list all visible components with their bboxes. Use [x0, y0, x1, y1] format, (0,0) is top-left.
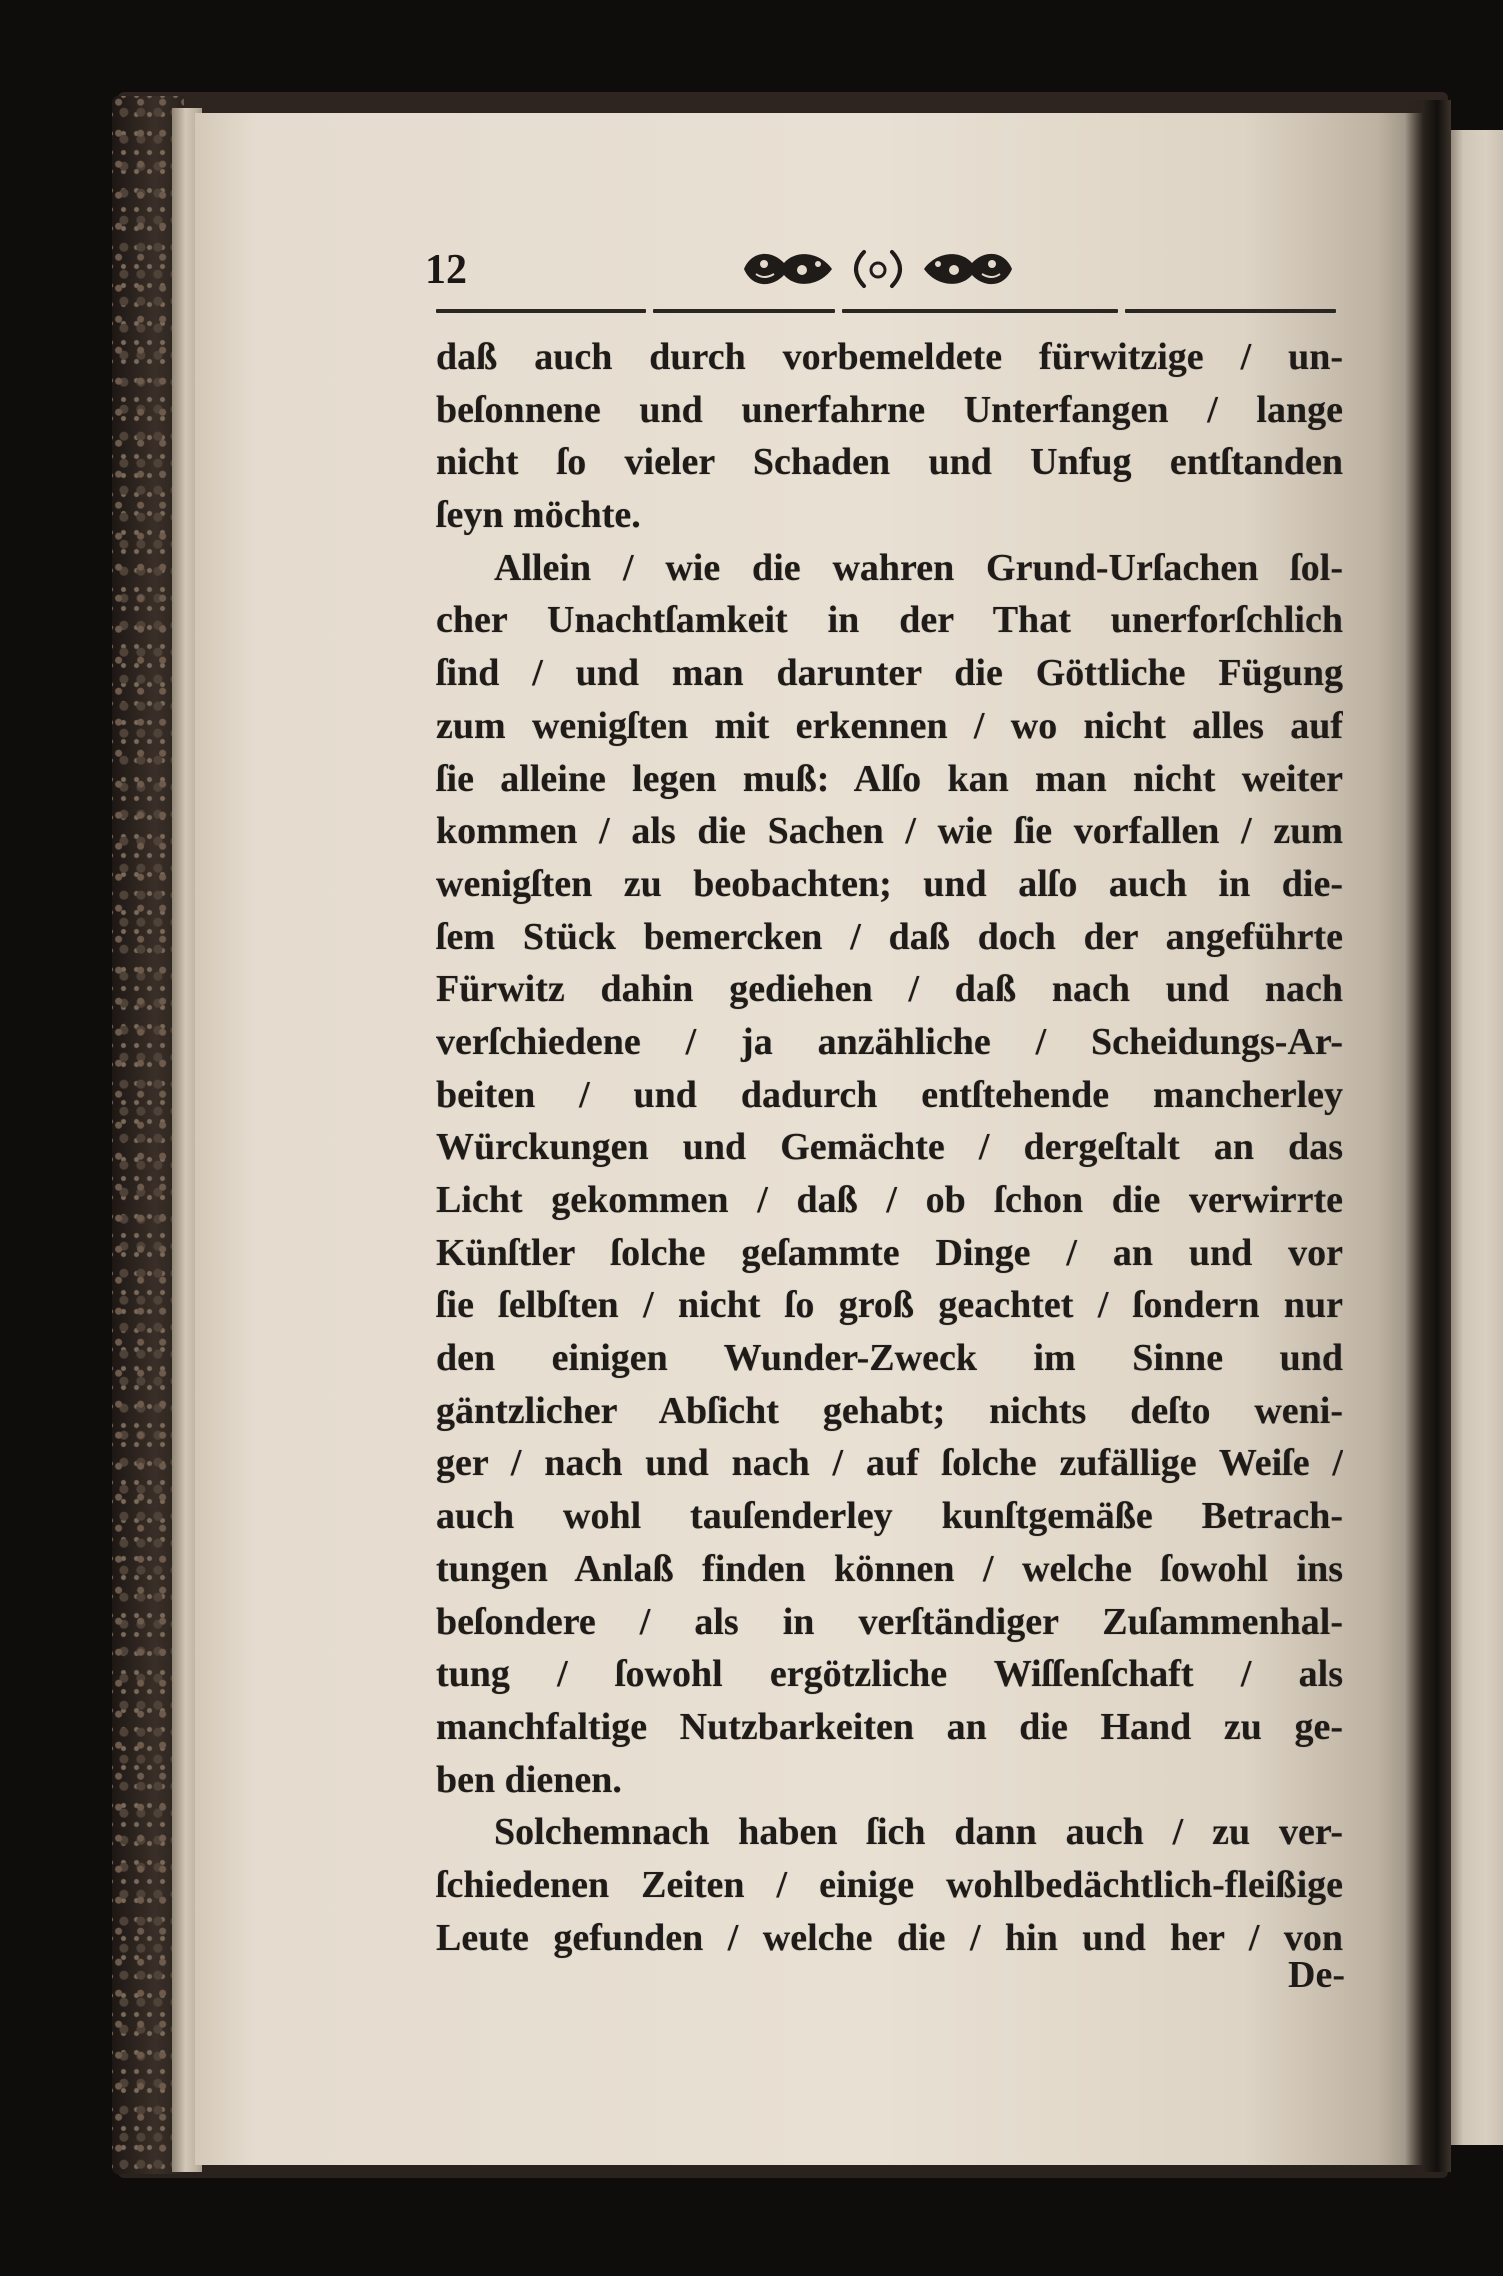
body-line: ſchiedenen Zeiten / einige wohlbedächtlich-fleißige: [436, 1863, 1343, 1906]
body-line: tung / ſowohl ergötzliche Wiſſenſchaft / als: [436, 1653, 1343, 1696]
header-rule-segment: [436, 309, 646, 313]
body-line: den einigen Wunder-Zweck im Sinne und: [436, 1337, 1343, 1380]
gutter-shadow: [1405, 100, 1451, 2172]
body-line: ſie alleine legen muß: Alſo kan man nicht weiter: [436, 757, 1343, 800]
body-line: Allein / wie die wahren Grund-Urſachen ſol-: [494, 546, 1343, 589]
header-rule-segment: [653, 309, 835, 313]
body-line: ger / nach und nach / auf ſolche zufällige Weiſe /: [436, 1442, 1343, 1485]
body-line: Licht gekommen / daß / ob ſchon die verwirrte: [436, 1179, 1343, 1221]
body-line: zum wenigſten mit erkennen / wo nicht alles auf: [436, 704, 1343, 747]
body-line: tungen Anlaß finden können / welche ſowohl ins: [436, 1547, 1343, 1590]
body-line: cher Unachtſamkeit in der That unerforſchlich: [436, 599, 1343, 642]
body-line: beiten / und dadurch entſtehende mancherley: [436, 1073, 1343, 1116]
body-line: gäntzlicher Abſicht gehabt; nichts deſto weni-: [436, 1389, 1343, 1432]
body-line: manchfaltige Nutzbarkeiten an die Hand zu ge-: [436, 1705, 1343, 1748]
text-block: [436, 331, 1343, 1964]
body-line: ſem Stück bemercken / daß doch der angeführte: [436, 915, 1343, 958]
body-line: ſeyn möchte.: [436, 494, 641, 537]
body-line: verſchiedene / ja anzähliche / Scheidungs-Ar-: [436, 1020, 1343, 1063]
body-line: ben dienen.: [436, 1758, 622, 1801]
catchword: De-: [1288, 1954, 1345, 1996]
body-line: daß auch durch vorbemeldete fürwitzige / un-: [436, 336, 1343, 378]
body-line: Künſtler ſolche geſammte Dinge / an und vor: [436, 1231, 1343, 1274]
body-line: Leute gefunden / welche die / hin und her / von: [436, 1916, 1343, 1959]
book-page: [195, 113, 1428, 2165]
page-number: 12: [425, 247, 467, 293]
body-line: Solchemnach haben ſich dann auch / zu ver-: [494, 1811, 1343, 1854]
body-line: beſondere / als in verſtändiger Zuſammenhal-: [436, 1600, 1343, 1643]
header-ornament-icon: [738, 244, 1018, 294]
body-line: beſonnene und unerfahrne Unterfangen / lange: [436, 388, 1343, 431]
body-line: wenigſten zu beobachten; und alſo auch in die-: [436, 862, 1343, 905]
body-line: Würckungen und Gemächte / dergeſtalt an das: [436, 1126, 1343, 1169]
body-line: kommen / als die Sachen / wie ſie vorfallen / zum: [436, 810, 1343, 853]
body-line: ſie ſelbſten / nicht ſo groß geachtet / ſondern nur: [436, 1284, 1343, 1327]
body-line: nicht ſo vieler Schaden und Unfug entſtanden: [436, 441, 1343, 484]
header-rule-segment: [1125, 309, 1336, 313]
body-line: ſind / und man darunter die Göttliche Fügung: [436, 652, 1343, 695]
header-rule-segment: [842, 309, 1118, 313]
facing-page-edge: [1446, 130, 1503, 2145]
body-line: auch wohl tauſenderley kunſtgemäße Betrach-: [436, 1495, 1343, 1538]
body-line: Fürwitz dahin gediehen / daß nach und nach: [436, 968, 1343, 1011]
